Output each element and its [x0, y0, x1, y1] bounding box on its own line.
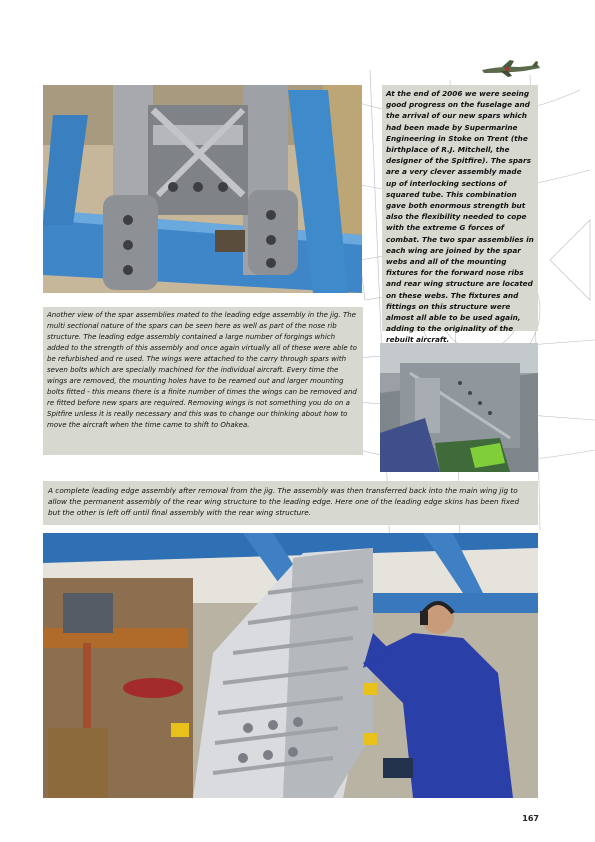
caption-spar-progress: At the end of 2006 we were seeing good progress on the fuselage and the arrival of our new spars which had been made by Supermarine Engineering in Stoke on Trent (the birthplace of R.J. Mitchell, the designer of the Spitfire). The spars are a very clever assembly made up of interlocking sections of squared tube. This combination gave both enormous strength but also the flexibility needed to cope with the extreme G forces of combat. The two spar assemblies in each wing are joined by the spar webs and all of the mounting fixtures for the forward nose ribs and rear wing structure are located on these webs. The fixtures and fittings on this structure were almost all able to be used again, adding to the originality of the rebuilt aircraft. [382, 85, 538, 331]
caption-leading-edge-assembly: A complete leading edge assembly after removal from the jig. The assembly was then transferred back into the main wing jig to allow the permanent assembly of the rear wing structure to the leading edge. Here one of the leading edge skins has been fixed but the other is left off until final assembly with the rear wing structure. [43, 481, 538, 525]
spar-web-closeup-photo [380, 343, 538, 472]
spitfire-silhouette-icon [480, 58, 542, 78]
page-number: 167 [522, 814, 539, 823]
spar-assembly-photo [43, 85, 362, 293]
caption-spar-assemblies-jig: Another view of the spar assemblies mated to the leading edge assembly in the jig. The multi sectional nature of the spars can be seen here as well as part of the nose rib structure. The leading edge assembly contained a large number of forgings which added to the strength of this assembly and once again virtually all of these were able to be refurbished and re used. The wings were attached to the carry through spars with seven bolts which are specially machined for the individual aircraft. Every time the wings are removed, the mounting holes have to be reamed out and larger mounting bolts fitted - this means there is a finite number of times the wings can be removed and re fitted before new spars are required. Removing wings is not something you do on a Spitfire unless it is really necessary and this was to change our thinking about how to move the aircraft when the time came to shift to Ohakea. [43, 307, 363, 455]
leading-edge-assembly-photo [43, 533, 538, 798]
